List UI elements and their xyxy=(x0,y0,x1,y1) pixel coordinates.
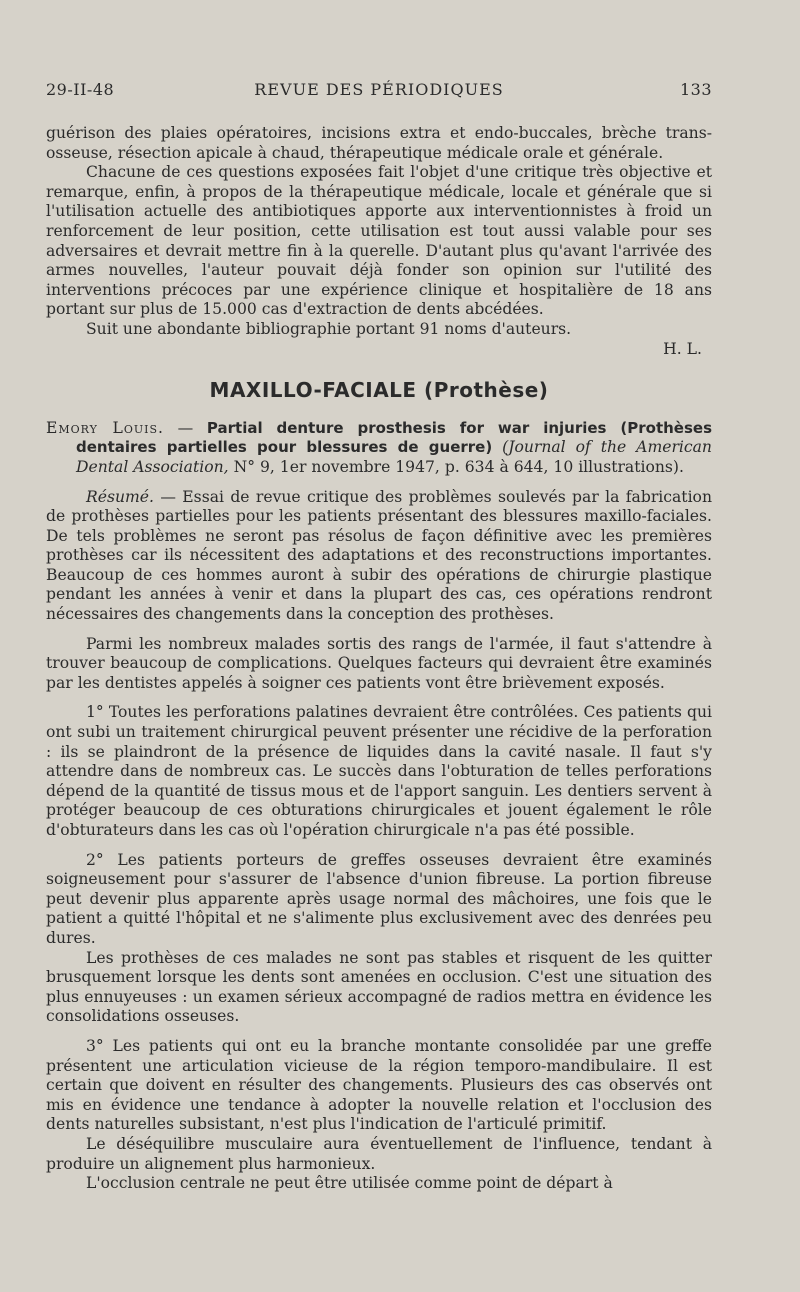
section-heading: MAXILLO-FACIALE (Prothèse) xyxy=(209,378,549,403)
reference-journal: (Journal of the American Dental Association, xyxy=(76,438,712,476)
page-number: 133 xyxy=(679,80,712,99)
reference-dash: — xyxy=(164,418,207,437)
header-title: REVUE DES PÉRIODIQUES xyxy=(254,80,504,99)
reference-details: N° 9, 1er novembre 1947, p. 634 à 644, 10 illustrations). xyxy=(233,457,684,476)
paragraph: guérison des plaies opératoires, incisions extra et endo-buccales, brèche trans-osseuse, résection apicale à chaud, thérapeutique médicale orale et générale. xyxy=(46,124,712,162)
paragraph: Le déséquilibre musculaire aura éventuellement de l'influence, tendant à produire un alignement plus harmonieux. xyxy=(46,1134,712,1173)
reference-title: Partial denture prosthesis for war injuries (Prothèses dentaires partielles pour blessures de guerre) xyxy=(76,418,712,457)
paragraph: 3° Les patients qui ont eu la branche montante consolidée par une greffe présentent une articulation vicieuse de la région temporo-mandibulaire. Il est certain que doivent en résulter des changements. Plusieurs des cas observés ont mis en évidence une tendance à adopter la nouvelle relation et l'occlusion des dents naturelles subsistant, n'est plus l'indication de l'articulé primitif. xyxy=(46,1036,712,1134)
page-body xyxy=(46,124,712,1194)
author-signature: H. L. xyxy=(663,339,702,358)
resume-paragraph xyxy=(46,488,712,625)
running-header xyxy=(46,80,712,104)
resume-text: — Essai de revue critique des problèmes soulevés par la fabrication de prothèses partielles pour les patients présentant des blessures maxillo-faciales. De tels problèmes ne seront pas résolus de façon définitive avec les premières prothèses car ils nécessitent des adaptations et des reconstructions importantes. Beaucoup de ces hommes auront à subir des opérations de chirurgie plastique pendant les années à venir et dans la plupart des cas, ces opérations rendront nécessaires des changements dans la conception des prothèses. xyxy=(46,487,712,624)
paragraph: 2° Les patients porteurs de greffes osseuses devraient être examinés soigneusement pour s'assurer de l'absence d'union fibreuse. La portion fibreuse peut devenir plus apparente après usage normal des mâchoires, une fois que le patient a quitté l'hôpital et ne s'alimente plus exclusivement avec des denrées peu dures. xyxy=(46,850,712,947)
paragraph: Chacune de ces questions exposées fait l'objet d'une critique très objective et remarque, enfin, à propos de la thérapeutique médicale, locale et générale que si l'utilisation actuelle des antibiotiques apporte aux interventionnistes à froid un renforcement de leur position, cette utilisation est tout aussi valable pour ses adversaires et devrait mettre fin à la querelle. D'autant plus qu'avant l'arrivée des armes nouvelles, l'auteur pouvait déjà fonder son opinion sur l'utilité des interventions précoces par une expérience clinique et hospitalière de 18 ans portant sur plus de 15.000 cas d'extraction de dents abcédées. xyxy=(46,163,712,319)
paragraph: Suit une abondante bibliographie portant 91 noms d'auteurs. xyxy=(86,319,572,338)
paragraph: Parmi les nombreux malades sortis des rangs de l'armée, il faut s'attendre à trouver beaucoup de complications. Quelques facteurs qui devraient être examinés par les dentistes appelés à soigner ces patients vont être brièvement exposés. xyxy=(46,634,712,692)
paragraph: L'occlusion centrale ne peut être utilisée comme point de départ à xyxy=(86,1174,613,1193)
resume-label: Résumé. xyxy=(86,487,154,506)
paragraph: 1° Toutes les perforations palatines devraient être contrôlées. Ces patients qui ont subi un traitement chirurgical peuvent présenter une récidive de la perforation : ils se plaindront de la présence de liquides dans la cavité nasale. Il faut s'y attendre dans de nombreux cas. Le succès dans l'obturation de telles perforations dépend de la quantité de tissus mous et de l'apport sanguin. Les dentiers servent à protéger beaucoup de ces obturations chirurgicales et jouent également le rôle d'obturateurs dans les cas où l'opération chirurgicale n'a pas été possible. xyxy=(46,703,712,839)
reference-author: Emory Louis. xyxy=(46,418,165,437)
paragraph: Les prothèses de ces malades ne sont pas stables et risquent de les quitter brusquement lorsque les dents sont amenées en occlusion. C'est une situation des plus ennuyeuses : un examen sérieux accompagné de radios mettra en évidence les consolidations osseuses. xyxy=(46,948,712,1026)
header-date: 29-II-48 xyxy=(46,80,115,99)
bibliographic-reference xyxy=(46,419,712,478)
